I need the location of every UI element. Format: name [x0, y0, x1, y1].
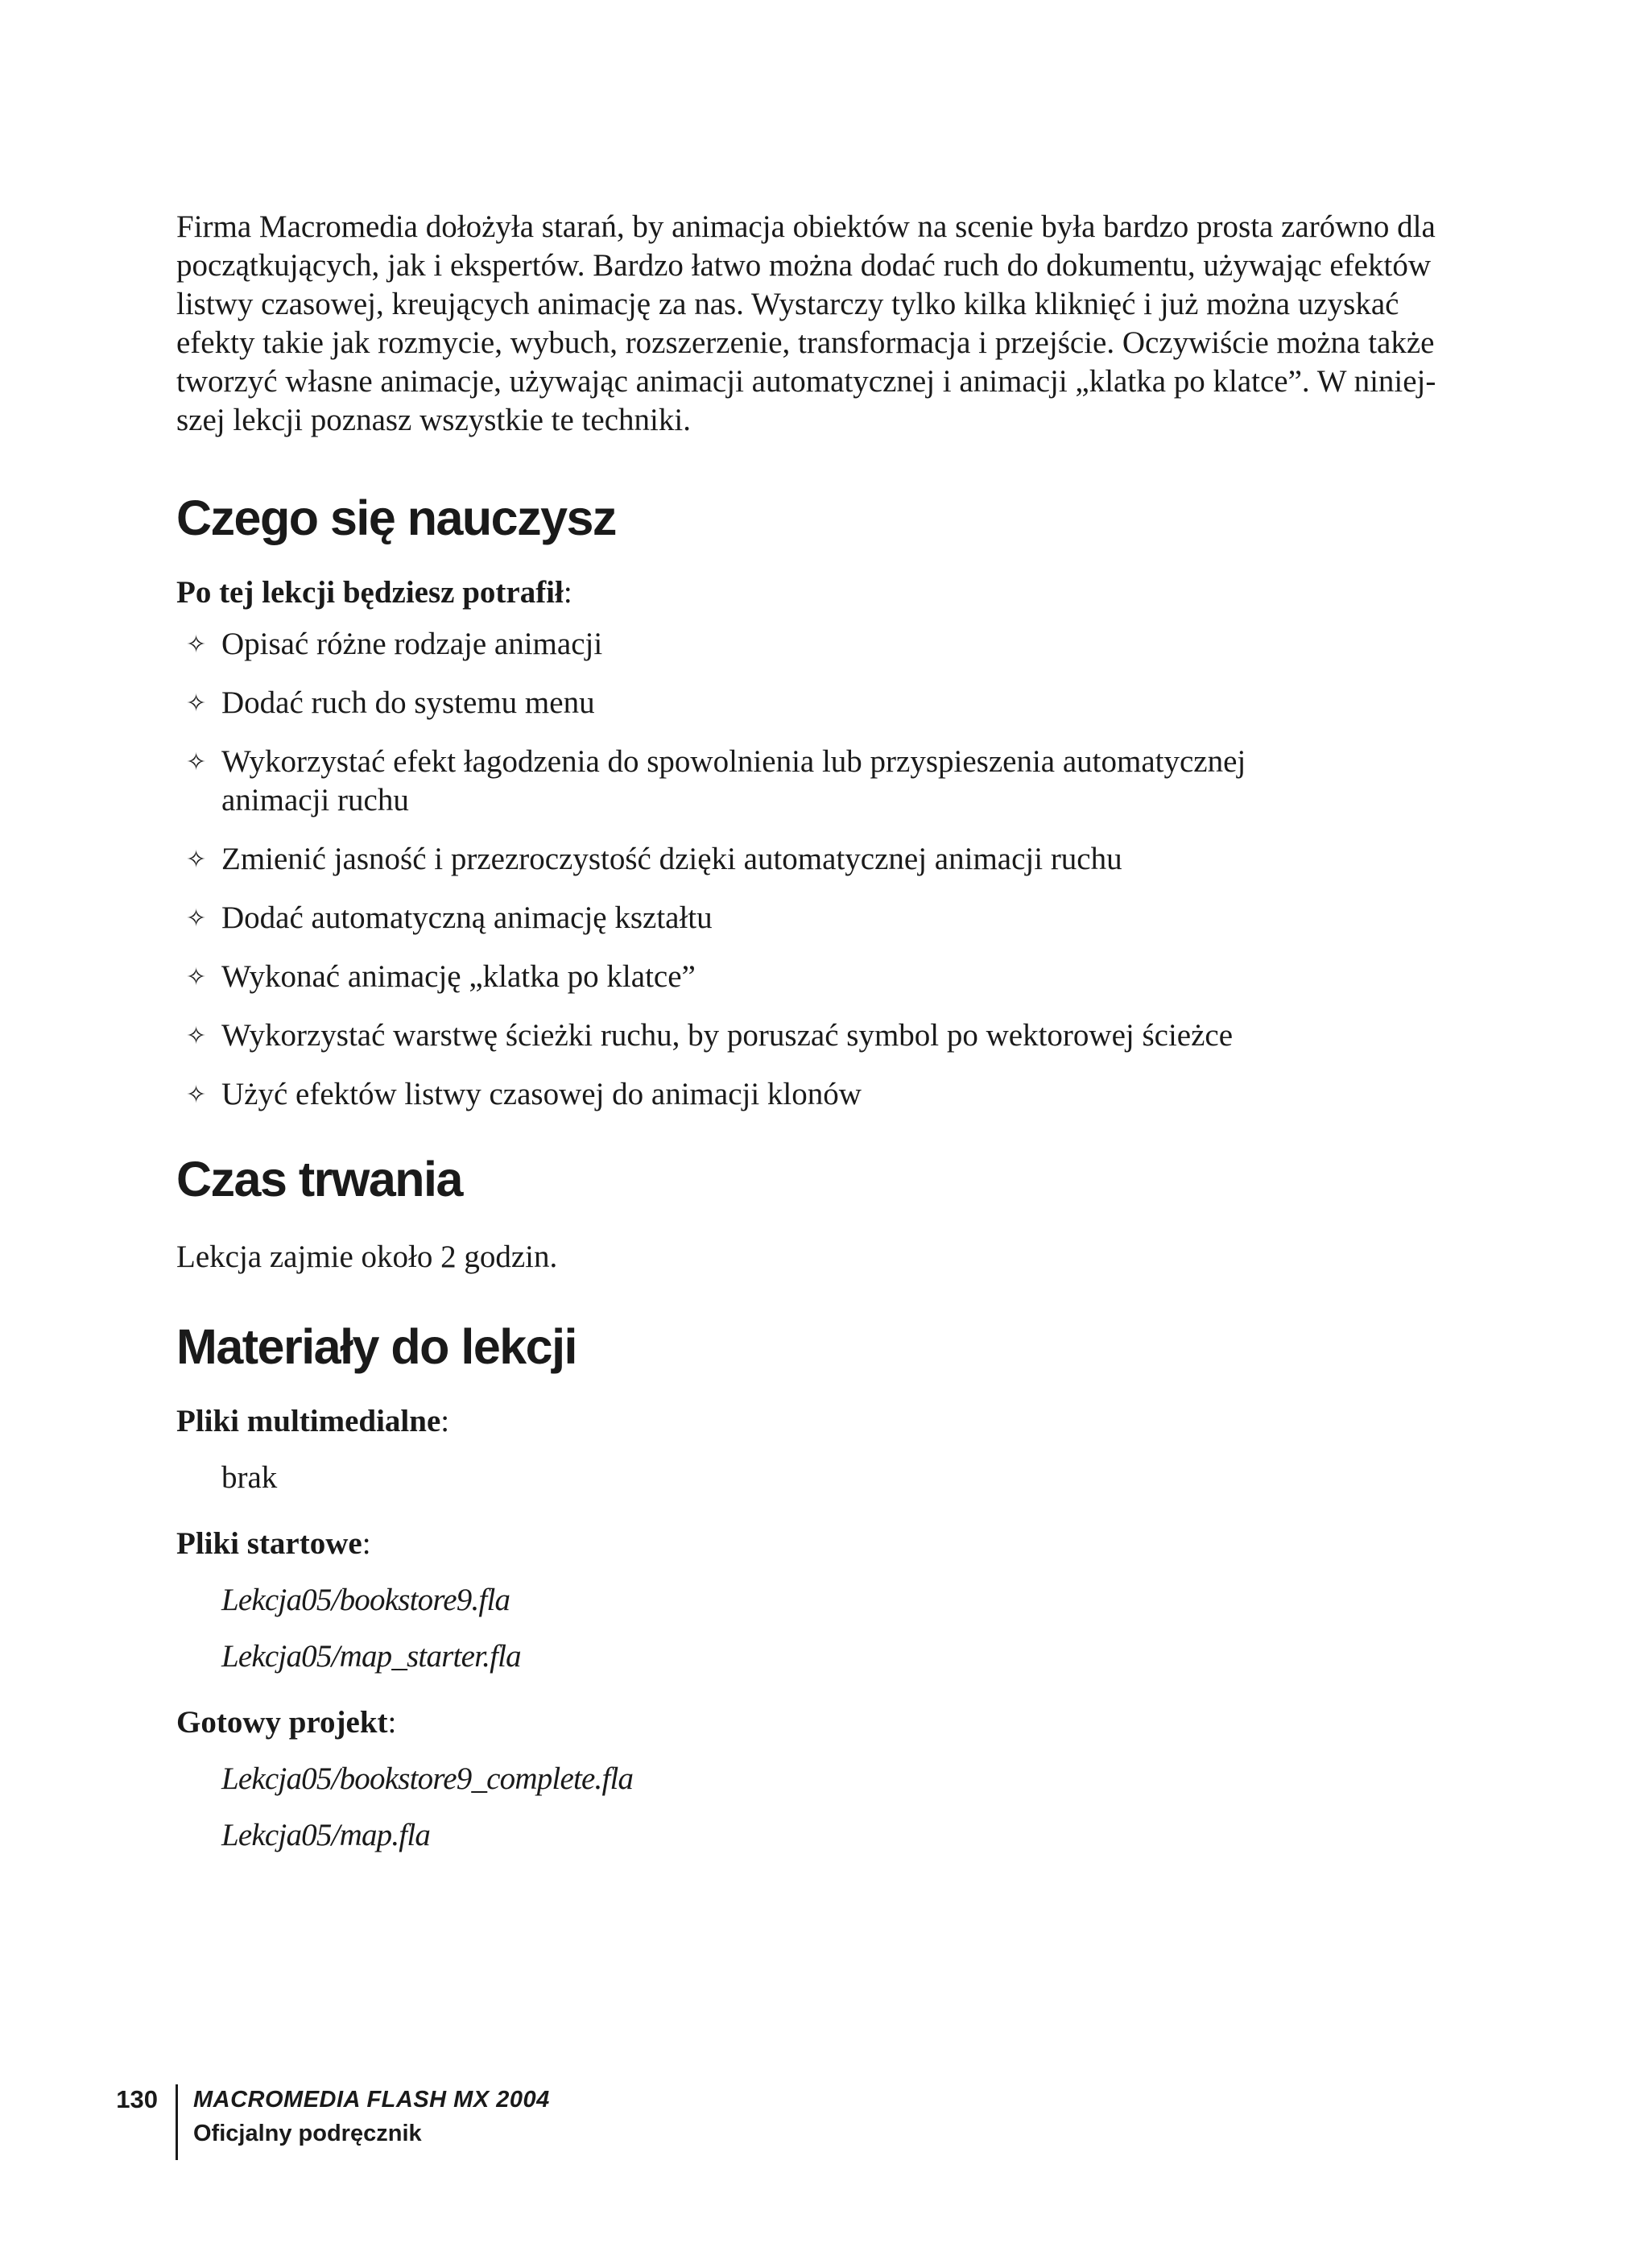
learn-label	[176, 573, 1486, 612]
list-item	[176, 684, 1486, 722]
intro-line: listwy czasowej, kreujących animację za nas. Wystarczy tylko kilka kliknięć i już można uzyskać	[176, 287, 1399, 321]
diamond-bullet-icon: ✧	[186, 631, 207, 659]
book-title: MACROMEDIA FLASH MX 2004	[193, 2087, 550, 2113]
goal-text: Dodać ruch do systemu menu	[221, 685, 595, 720]
page-content	[176, 208, 1486, 1855]
goal-text: Opisać różne rodzaje animacji	[221, 627, 603, 661]
section-heading-learn: Czego się nauczysz	[176, 490, 616, 545]
section-heading-materials: Materiały do lekcji	[176, 1319, 577, 1374]
intro-line: efekty takie jak rozmycie, wybuch, rozszerzenie, transformacja i przejście. Oczywiście można także	[176, 325, 1435, 360]
final-project-label	[176, 1703, 1486, 1742]
goal-text-continued: animacji ruchu	[221, 783, 409, 817]
list-item	[176, 958, 1486, 996]
time-text: Lekcja zajmie około 2 godzin.	[176, 1240, 558, 1274]
final-project-label-colon: :	[387, 1705, 397, 1740]
diamond-bullet-icon: ✧	[186, 748, 207, 776]
diamond-bullet-icon: ✧	[186, 1022, 207, 1050]
footer-divider	[176, 2084, 178, 2160]
goal-text: Użyć efektów listwy czasowej do animacji klonów	[221, 1077, 862, 1111]
goal-text: Wykonać animację „klatka po klatce”	[221, 959, 696, 994]
intro-line: tworzyć własne animacje, używając animacji automatycznej i animacji „klatka po klatce”. W niniej-	[176, 364, 1436, 399]
media-value: brak	[221, 1460, 278, 1495]
media-label	[176, 1402, 1486, 1441]
media-label-colon: :	[440, 1404, 450, 1438]
file-path: Lekcja05/map.fla	[221, 1818, 431, 1852]
learn-label-colon: :	[563, 575, 572, 610]
file-path: Lekcja05/bookstore9_complete.fla	[221, 1761, 634, 1796]
intro-paragraph	[176, 208, 1486, 440]
goal-text: Wykorzystać efekt łagodzenia do spowolnienia lub przyspieszenia automatycznej	[221, 744, 1246, 779]
goal-text: Wykorzystać warstwę ścieżki ruchu, by poruszać symbol po wektorowej ścieżce	[221, 1018, 1234, 1053]
start-files-label	[176, 1525, 1486, 1563]
start-files-label-text: Pliki startowe	[176, 1526, 362, 1561]
list-item	[176, 743, 1486, 820]
start-files-label-colon: :	[362, 1526, 371, 1561]
intro-line: szej lekcji poznasz wszystkie te techniki.	[176, 403, 691, 437]
diamond-bullet-icon: ✧	[186, 904, 207, 933]
list-item	[176, 1016, 1486, 1055]
goal-text: Zmienić jasność i przezroczystość dzięki automatycznej animacji ruchu	[221, 842, 1122, 876]
diamond-bullet-icon: ✧	[186, 846, 207, 874]
file-path: Lekcja05/map_starter.fla	[221, 1639, 521, 1674]
intro-line: Firma Macromedia dołożyła starań, by animacja obiektów na scenie była bardzo prosta zarówno dla	[176, 209, 1436, 244]
learn-label-text: Po tej lekcji będziesz potrafił	[176, 575, 564, 610]
list-item	[176, 899, 1486, 937]
list-item	[176, 625, 1486, 664]
file-path: Lekcja05/bookstore9.fla	[221, 1583, 510, 1617]
goal-text: Dodać automatyczną animację kształtu	[221, 900, 713, 935]
section-heading-time: Czas trwania	[176, 1152, 462, 1206]
list-item	[176, 840, 1486, 879]
diamond-bullet-icon: ✧	[186, 963, 207, 991]
list-item	[176, 1075, 1486, 1114]
final-project-label-text: Gotowy projekt	[176, 1705, 388, 1740]
intro-line: początkujących, jak i ekspertów. Bardzo łatwo można dodać ruch do dokumentu, używając efektów	[176, 248, 1431, 283]
book-subtitle: Oficjalny podręcznik	[193, 2121, 422, 2146]
diamond-bullet-icon: ✧	[186, 689, 207, 718]
media-label-text: Pliki multimedialne	[176, 1404, 441, 1438]
page-number: 130	[116, 2085, 158, 2113]
diamond-bullet-icon: ✧	[186, 1081, 207, 1109]
goals-list	[176, 625, 1486, 1114]
